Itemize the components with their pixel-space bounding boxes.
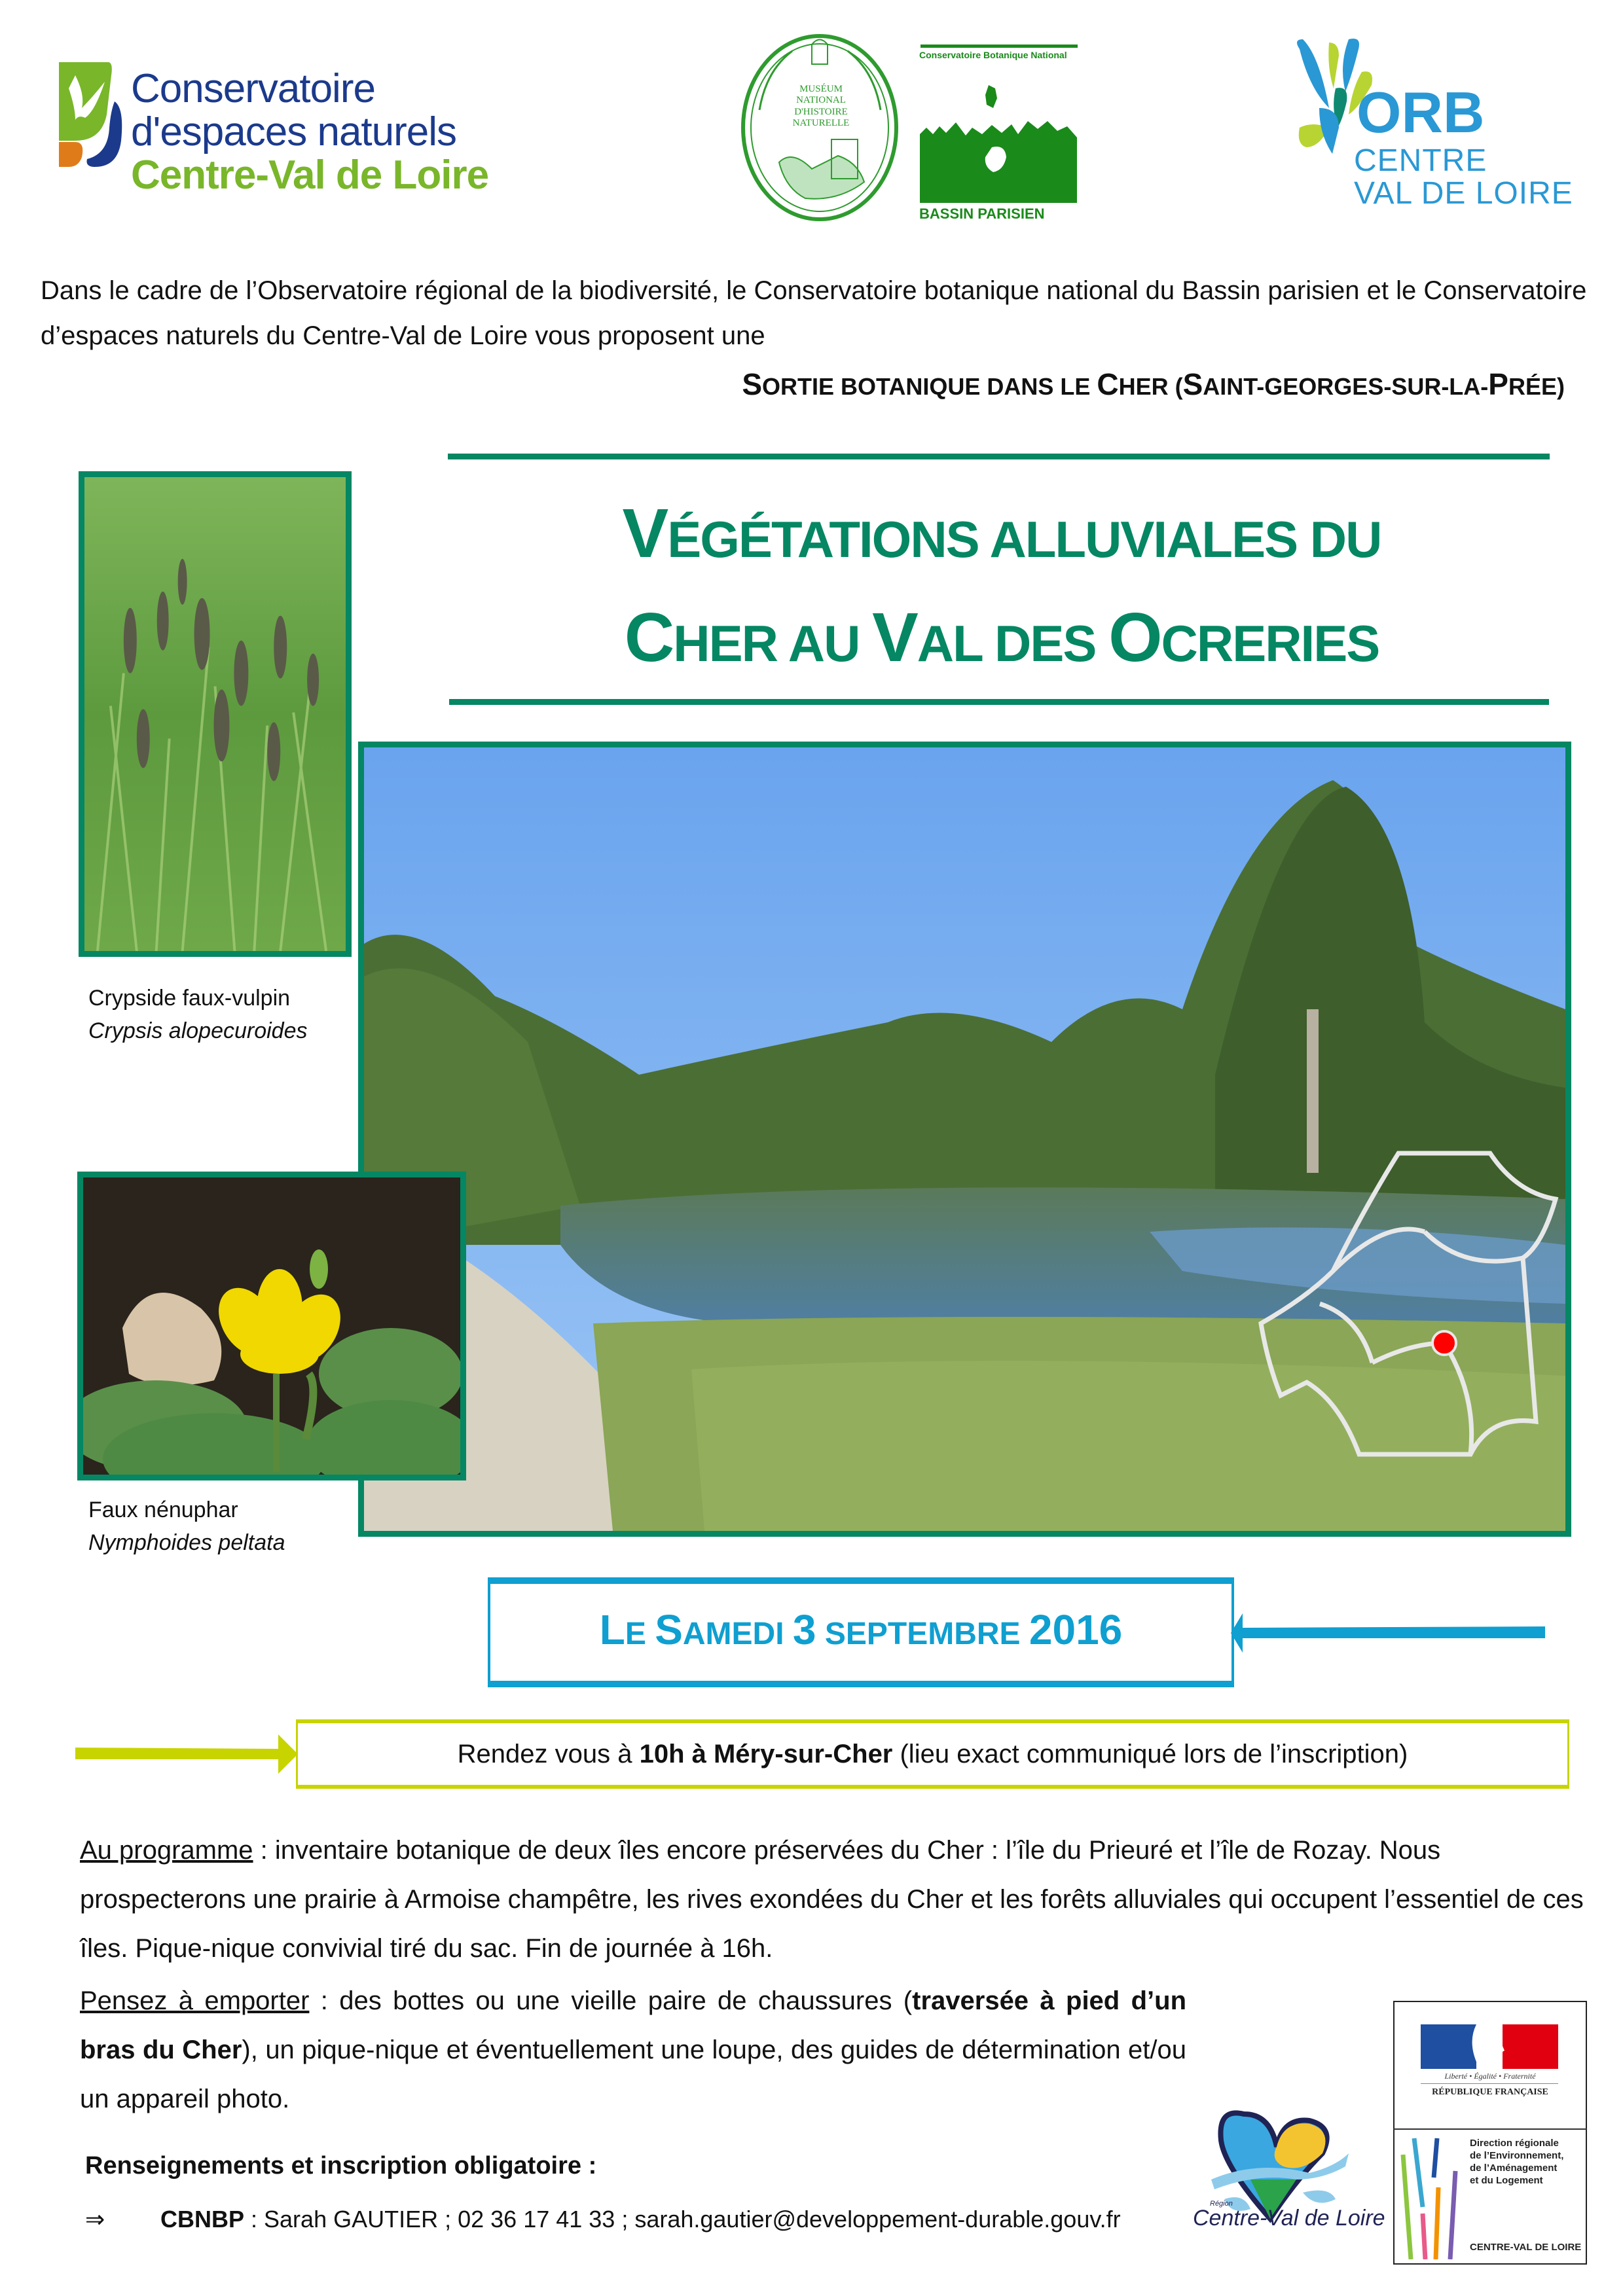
cen-logo-text bbox=[131, 66, 489, 198]
title-line-2 bbox=[452, 588, 1552, 692]
subtitle-part: S bbox=[1182, 367, 1203, 401]
dreal-line: de l’Environnement, bbox=[1470, 2150, 1564, 2161]
implies-arrow-icon: ⇒ bbox=[85, 2206, 105, 2233]
subtitle-part: HER ( bbox=[1118, 373, 1183, 400]
subtitle-part: P bbox=[1488, 367, 1508, 401]
page-title bbox=[452, 484, 1552, 692]
event-subtitle bbox=[393, 367, 1565, 402]
dreal-name bbox=[1470, 2137, 1584, 2187]
flower-photo-image bbox=[83, 1177, 460, 1475]
arrow-right-icon bbox=[75, 1734, 298, 1774]
rdv-post: (lieu exact communiqué lors de l’inscription) bbox=[892, 1740, 1408, 1768]
rdv-time-place: 10h à Méry-sur-Cher bbox=[639, 1740, 893, 1768]
republique-rule bbox=[1421, 2083, 1558, 2084]
cen-logo-icon bbox=[56, 62, 128, 167]
subtitle-part: S bbox=[742, 367, 763, 401]
logo-divider bbox=[1393, 2128, 1587, 2130]
pensez-text: : des bottes ou une vieille paire de chaussures ( bbox=[309, 1986, 913, 2015]
mnhn-line: MUSÉUM bbox=[799, 84, 843, 94]
region-label: Région bbox=[1210, 2200, 1233, 2208]
title-part: HER AU bbox=[673, 615, 873, 672]
programme-paragraph bbox=[80, 1826, 1612, 1973]
flower-caption bbox=[88, 1494, 285, 1559]
event-date bbox=[488, 1597, 1234, 1667]
date-part: S bbox=[655, 1606, 683, 1653]
subtitle-part: ORTIE BOTANIQUE DANS LE bbox=[762, 373, 1097, 400]
rdv-pre: Rendez vous à bbox=[457, 1740, 640, 1768]
orb-logo-name: ORB bbox=[1357, 80, 1485, 145]
cbn-top-rule bbox=[921, 45, 1078, 48]
date-part: L bbox=[599, 1606, 625, 1653]
mnhn-line: NATIONAL bbox=[796, 95, 846, 106]
contact-heading: Renseignements et inscription obligatoire : bbox=[85, 2152, 597, 2179]
rendezvous-text bbox=[296, 1728, 1569, 1780]
title-bottom-rule bbox=[449, 699, 1549, 705]
title-part: AL DES bbox=[917, 615, 1109, 672]
river-photo bbox=[358, 742, 1571, 1537]
title-line-1 bbox=[452, 484, 1552, 588]
cbn-logo-subtitle: BASSIN PARISIEN bbox=[919, 206, 1045, 222]
contact-line bbox=[85, 2206, 1121, 2233]
intro-paragraph: Dans le cadre de l’Observatoire régional de la biodiversité, le Conservatoire botanique national du Bassin parisien et le Conservatoire d’espaces naturels du Centre-Val de Loire vous proposent une bbox=[41, 276, 1587, 350]
dreal-line: Direction régionale bbox=[1470, 2138, 1559, 2149]
cen-logo-line3: Centre-Val de Loire bbox=[131, 152, 489, 198]
date-part: E bbox=[625, 1617, 655, 1651]
grass-latin-name: Crypsis alopecuroides bbox=[88, 1018, 308, 1043]
subtitle-part: RÉE) bbox=[1508, 373, 1565, 400]
contact-org: CBNBP bbox=[160, 2206, 245, 2233]
pensez-label: Pensez à emporter bbox=[80, 1986, 310, 2015]
flower-photo bbox=[77, 1172, 466, 1480]
programme-text: : inventaire botanique de deux îles encore préservées du Cher : l’île du Prieuré et l’île de Rozay. Nous prospecterons une prairie à Armoise champêtre, les rives exondées du Cher et les forêts alluviales qui occupent l’essentiel de ces îles. Pique-nique convivial tiré du sac. Fin de journée à 16h. bbox=[80, 1836, 1584, 1963]
title-part: O bbox=[1108, 599, 1161, 676]
pensez-text: ), un pique-nique et éventuellement une loupe, des guides de détermination et/ou un appareil photo. bbox=[80, 2036, 1187, 2113]
region-name: Centre-Val de Loire bbox=[1193, 2206, 1385, 2231]
dreal-line: de l’Aménagement bbox=[1470, 2162, 1558, 2174]
pensez-paragraph bbox=[80, 1977, 1186, 2124]
title-part: V bbox=[622, 495, 668, 572]
dreal-line: et du Logement bbox=[1470, 2175, 1543, 2186]
grass-photo bbox=[79, 471, 352, 957]
cbn-leaf-icon bbox=[920, 82, 1077, 203]
title-part: C bbox=[624, 599, 674, 676]
mnhn-seal-text bbox=[782, 84, 860, 129]
mnhn-line: D'HISTOIRE bbox=[794, 106, 848, 117]
title-part: V bbox=[872, 599, 917, 676]
programme-label: Au programme bbox=[80, 1836, 253, 1865]
grass-common-name: Crypside faux-vulpin bbox=[88, 986, 291, 1011]
subtitle-part: AINT-GEORGES-SUR-LA- bbox=[1203, 373, 1489, 400]
flower-common-name: Faux nénuphar bbox=[88, 1498, 238, 1522]
republique-name: RÉPUBLIQUE FRANÇAISE bbox=[1432, 2087, 1548, 2097]
arrow-left-icon bbox=[1231, 1613, 1545, 1653]
grass-caption bbox=[88, 982, 308, 1047]
orb-logo-line2: CENTRE bbox=[1354, 143, 1487, 178]
marianne-flag-icon bbox=[1421, 2024, 1558, 2069]
date-part: SEPTEMBRE bbox=[816, 1617, 1029, 1651]
dreal-region: CENTRE-VAL DE LOIRE bbox=[1470, 2242, 1582, 2253]
grass-photo-image bbox=[84, 477, 346, 951]
cen-logo-line2: d'espaces naturels bbox=[131, 109, 457, 154]
contact-details[interactable]: : Sarah GAUTIER ; 02 36 17 41 33 ; sarah.gautier@developpement-durable.gouv.fr bbox=[244, 2206, 1121, 2233]
date-part: AMEDI bbox=[682, 1617, 793, 1651]
cen-logo-line1: Conservatoire bbox=[131, 66, 375, 111]
location-marker-icon bbox=[1432, 1331, 1456, 1355]
cbn-logo-title: Conservatoire Botanique National bbox=[919, 50, 1067, 60]
orb-logo-line3: VAL DE LOIRE bbox=[1354, 176, 1573, 211]
subtitle-part: C bbox=[1097, 367, 1119, 401]
republique-motto: Liberté • Égalité • Fraternité bbox=[1444, 2072, 1536, 2081]
pensez-bold: traversée à pied d’un bras du Cher bbox=[80, 1986, 1187, 2064]
date-part: 2016 bbox=[1029, 1606, 1123, 1653]
river-photo-image bbox=[364, 747, 1565, 1531]
flower-latin-name: Nymphoides peltata bbox=[88, 1530, 285, 1555]
mnhn-line: NATURELLE bbox=[792, 117, 850, 128]
title-part: CRERIES bbox=[1161, 615, 1379, 672]
date-part: 3 bbox=[792, 1606, 816, 1653]
dreal-bars-icon bbox=[1398, 2135, 1463, 2259]
title-top-rule bbox=[448, 454, 1550, 459]
title-part: ÉGÉTATIONS ALLUVIALES DU bbox=[667, 511, 1381, 568]
